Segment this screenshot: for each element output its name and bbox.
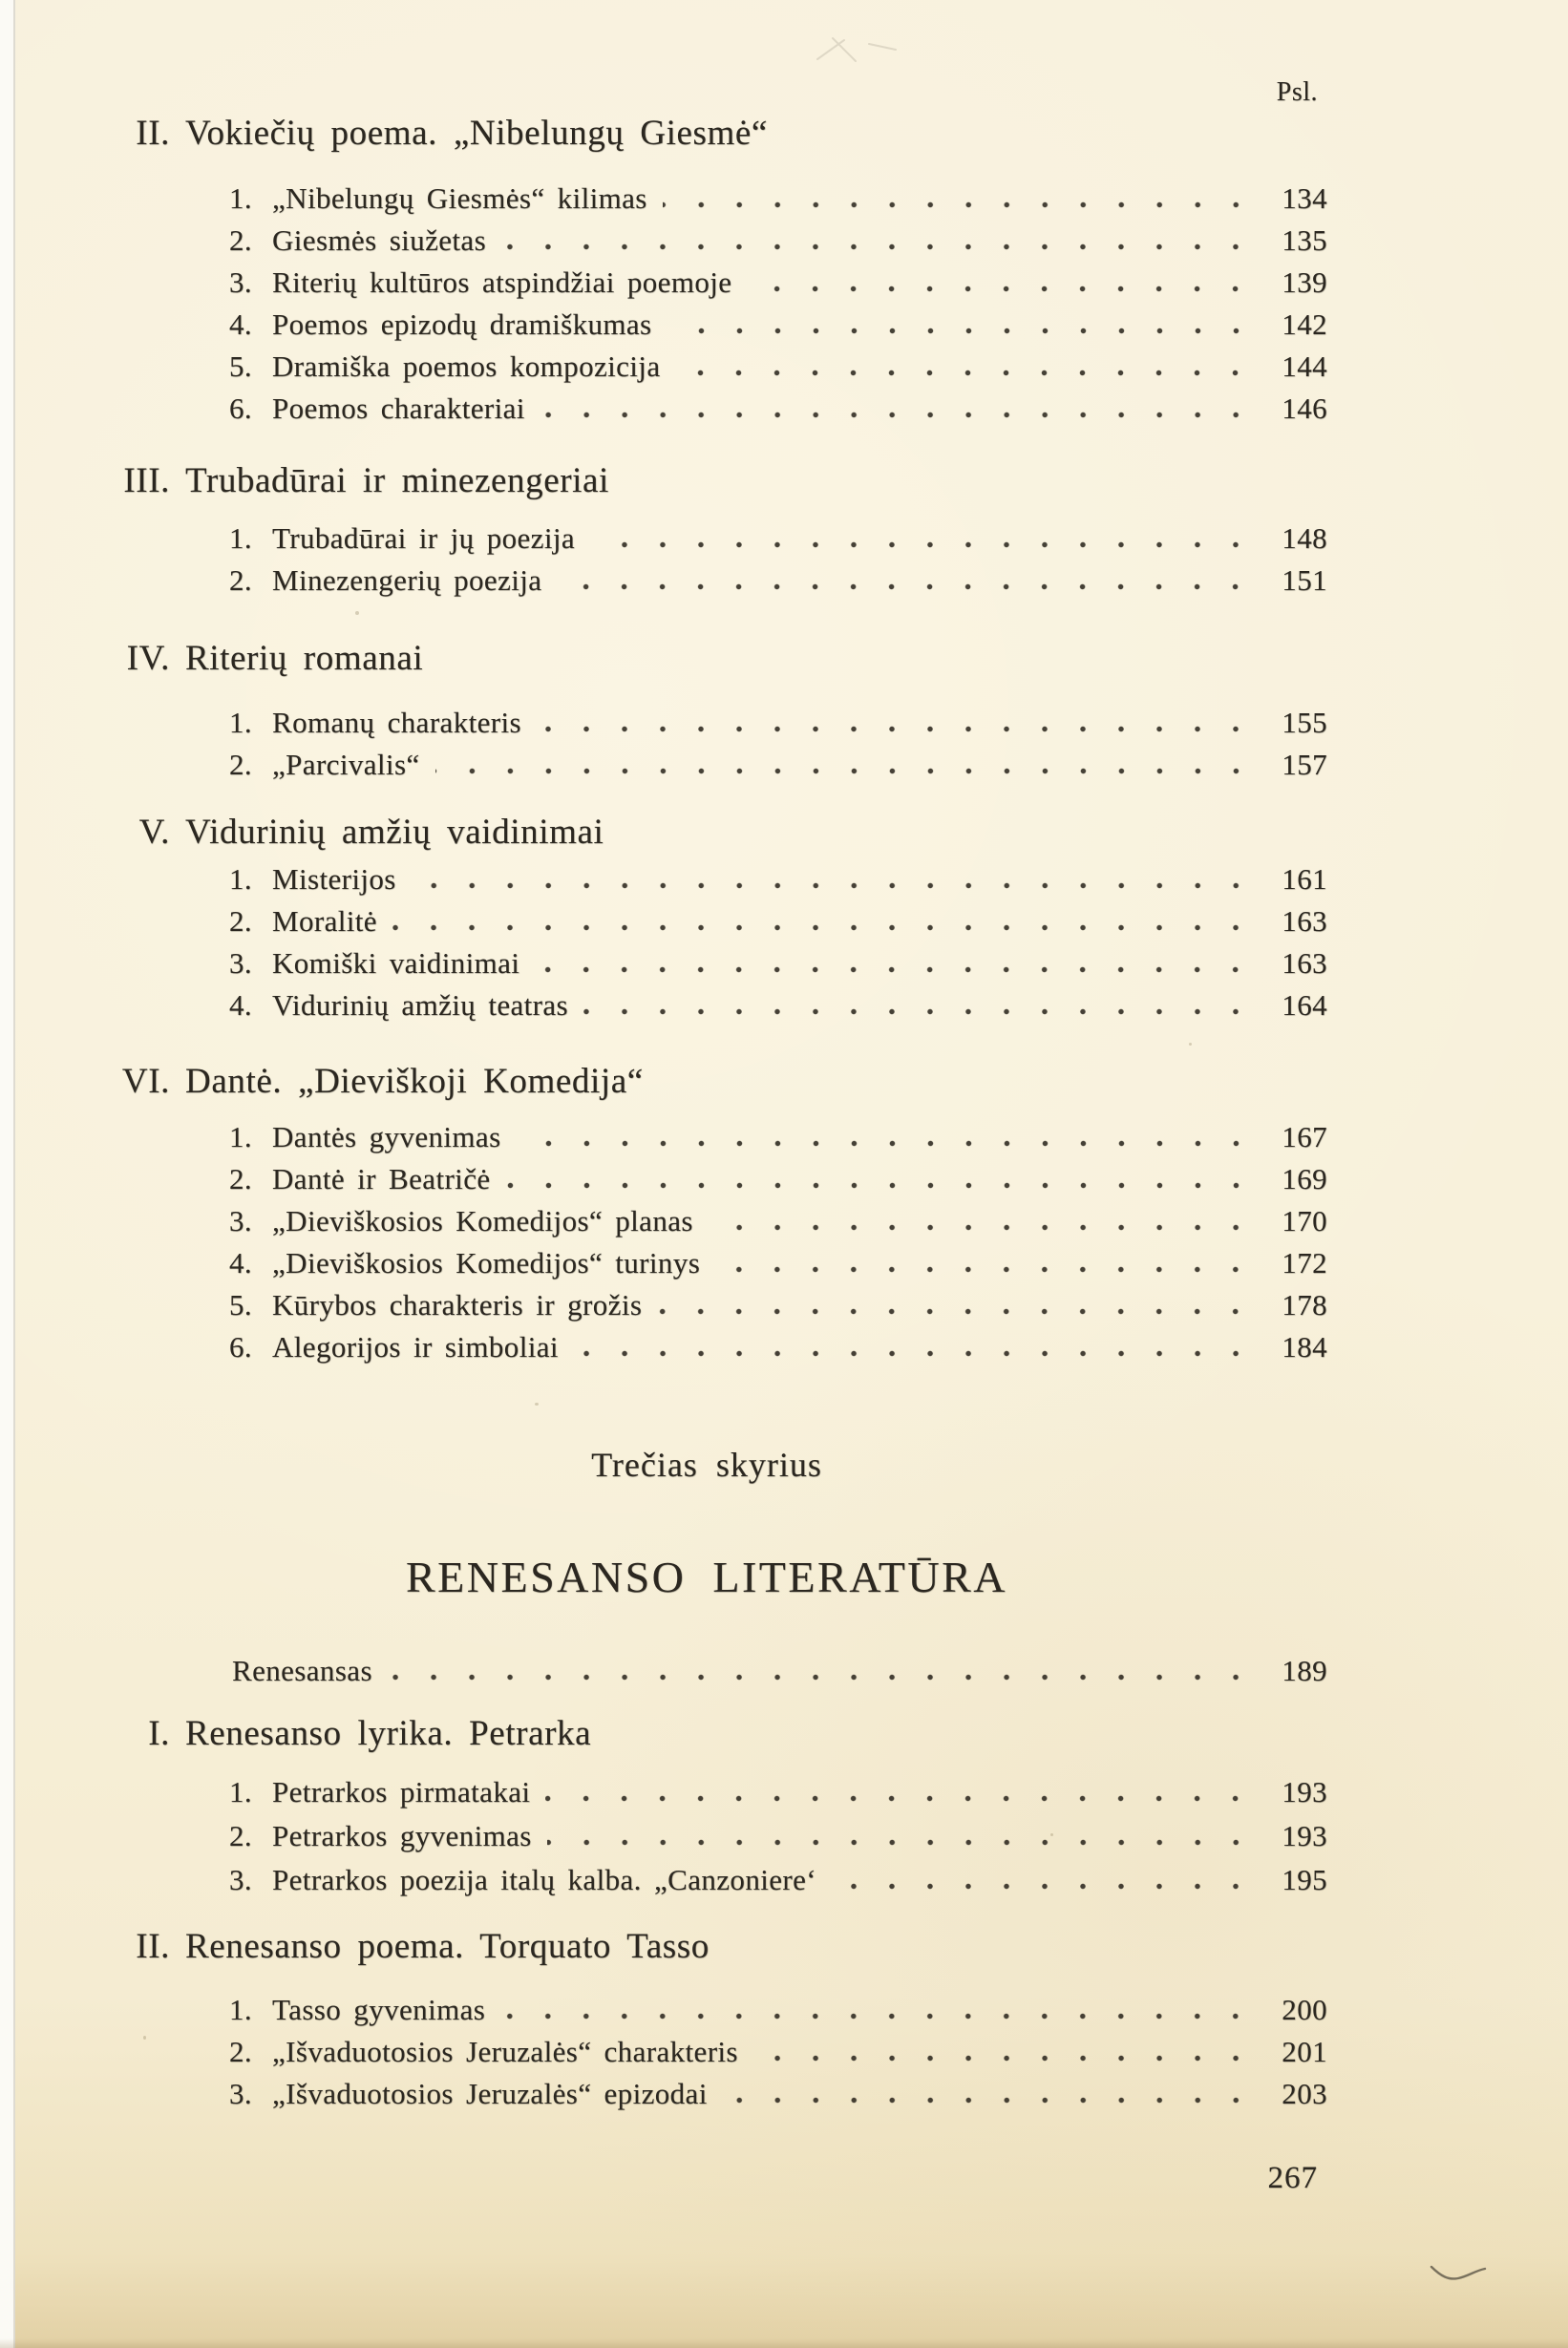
- section-title: Renesanso poema. Torquato Tasso: [185, 1927, 710, 1966]
- item-label: Renesansas: [232, 1654, 372, 1687]
- item-page: 193: [1282, 1819, 1327, 1852]
- item-label: Trubadūrai ir jų poezija: [272, 521, 576, 555]
- item-number: 1.: [229, 862, 253, 896]
- toc-row: [0, 1650, 1327, 1692]
- paper-speck: [1189, 1043, 1192, 1046]
- item-page: 161: [1282, 862, 1327, 896]
- item-label: „Nibelungų Giesmės“ kilimas: [272, 181, 647, 215]
- item-label: Minezengerių poezija: [272, 563, 542, 597]
- dot-leader: [545, 1795, 1255, 1802]
- item-label: Vidurinių amžių teatras: [272, 988, 569, 1022]
- section-heading: [0, 1059, 1327, 1105]
- dot-leader: [547, 1839, 1255, 1846]
- toc-row: [0, 702, 1327, 744]
- item-number: 4.: [229, 307, 253, 341]
- item-label: „Dieviškosios Komedijos“ turinys: [272, 1246, 701, 1280]
- section-title: Trubadūrai ir minezengeriai: [185, 461, 609, 500]
- item-number: 2.: [229, 2035, 253, 2068]
- toc-row: [0, 518, 1327, 560]
- section-numeral: II.: [136, 114, 170, 153]
- item-page: 169: [1282, 1162, 1327, 1195]
- section-title: Dantė. „Dieviškoji Komedija“: [185, 1062, 644, 1101]
- item-page: 134: [1282, 181, 1327, 215]
- item-number: 1.: [229, 1775, 253, 1809]
- section-numeral: II.: [136, 1927, 170, 1966]
- item-label: Dantė ir Beatričė: [272, 1162, 491, 1195]
- item-number: 4.: [229, 1246, 253, 1280]
- dot-leader: [392, 924, 1255, 931]
- item-label: Petrarkos pirmatakai: [272, 1775, 531, 1809]
- item-page: 163: [1282, 904, 1327, 938]
- item-page: 203: [1282, 2077, 1327, 2110]
- toc-row: [0, 1284, 1327, 1326]
- toc-section: [0, 810, 1327, 1026]
- item-label: Romanų charakteris: [272, 706, 521, 739]
- item-label: Misterijos: [272, 862, 396, 896]
- item-label: Petrarkos poezija italų kalba. „Canzoniere‘: [272, 1863, 816, 1896]
- toc-row: [0, 2073, 1327, 2115]
- section-numeral: III.: [123, 461, 170, 500]
- item-page: 157: [1282, 748, 1327, 781]
- item-page: 200: [1282, 1993, 1327, 2026]
- item-number: 2.: [229, 223, 253, 257]
- item-number: 3.: [229, 1204, 253, 1237]
- toc-row: [0, 1858, 1327, 1902]
- toc-row: [0, 220, 1327, 262]
- dot-leader: [747, 286, 1255, 292]
- dot-leader: [540, 412, 1255, 418]
- section-heading: [0, 458, 1327, 504]
- section-numeral: I.: [148, 1714, 170, 1753]
- item-number: 1.: [229, 1120, 253, 1153]
- dot-leader: [535, 966, 1255, 973]
- item-number: 3.: [229, 2077, 253, 2110]
- dot-leader: [667, 328, 1255, 334]
- dot-leader: [663, 201, 1255, 208]
- item-number: 2.: [229, 748, 253, 781]
- item-page: 193: [1282, 1775, 1327, 1809]
- item-page: 195: [1282, 1863, 1327, 1896]
- item-label: Dramiška poemos kompozicija: [272, 349, 661, 383]
- item-label: Poemos charakteriai: [272, 391, 525, 425]
- item-label: Alegorijos ir simboliai: [272, 1330, 559, 1364]
- dot-leader: [753, 2055, 1255, 2062]
- dot-leader: [412, 882, 1255, 889]
- toc-section: [0, 1924, 1327, 2115]
- toc-row: [0, 2031, 1327, 2073]
- item-page: 139: [1282, 265, 1327, 299]
- dot-leader: [537, 726, 1255, 732]
- handwritten-squiggle: [1428, 2255, 1489, 2288]
- dot-leader: [657, 1308, 1255, 1315]
- item-number: 3.: [229, 265, 253, 299]
- item-label: „Dieviškosios Komedijos“ planas: [272, 1204, 693, 1237]
- item-label: Moralitė: [272, 904, 377, 938]
- toc-section: [0, 1059, 1327, 1368]
- toc-row: [0, 262, 1327, 304]
- pencil-mark: [812, 34, 902, 67]
- item-page: 170: [1282, 1204, 1327, 1237]
- toc-row: [0, 1326, 1327, 1368]
- dot-leader: [388, 1674, 1255, 1681]
- item-page: 201: [1282, 2035, 1327, 2068]
- item-number: 6.: [229, 1330, 253, 1364]
- item-page: 148: [1282, 521, 1327, 555]
- item-label: Riterių kultūros atspindžiai poemoje: [272, 265, 732, 299]
- toc-row: [0, 900, 1327, 942]
- toc-intro: [0, 1650, 1327, 1692]
- dot-leader: [506, 1182, 1255, 1189]
- section-title: Vokiečių poema. „Nibelungų Giesmė“: [185, 114, 768, 153]
- toc-row: [0, 388, 1327, 430]
- dot-leader: [500, 2013, 1255, 2020]
- toc-section: [0, 111, 1327, 430]
- item-label: Kūrybos charakteris ir grožis: [272, 1288, 643, 1322]
- dot-leader: [574, 1350, 1255, 1357]
- toc-section: [0, 1711, 1327, 1902]
- item-number: 1.: [229, 521, 253, 555]
- item-number: 2.: [229, 904, 253, 938]
- item-label: „Išvaduotosios Jeruzalės“ charakteris: [272, 2035, 738, 2068]
- paper-speck: [143, 2036, 146, 2040]
- toc-row: [0, 1116, 1327, 1158]
- item-number: 6.: [229, 391, 253, 425]
- item-page: 142: [1282, 307, 1327, 341]
- paper-speck: [1050, 1833, 1053, 1836]
- item-page: 172: [1282, 1246, 1327, 1280]
- item-page: 155: [1282, 706, 1327, 739]
- dot-leader: [723, 2097, 1255, 2104]
- part-title: RENESANSO LITERATŪRA: [405, 1553, 1008, 1601]
- dot-leader: [709, 1224, 1255, 1231]
- item-number: 3.: [229, 1863, 253, 1896]
- item-number: 2.: [229, 1162, 253, 1195]
- section-numeral: IV.: [126, 639, 170, 678]
- item-label: „Išvaduotosios Jeruzalės“ epizodai: [272, 2077, 708, 2110]
- item-number: 4.: [229, 988, 253, 1022]
- scan-bottom-edge: [0, 2338, 1568, 2348]
- item-page: 151: [1282, 563, 1327, 597]
- item-number: 2.: [229, 1819, 253, 1852]
- item-label: Giesmės siužetas: [272, 223, 487, 257]
- toc-row: [0, 304, 1327, 346]
- section-heading: [0, 111, 1327, 157]
- item-page: 135: [1282, 223, 1327, 257]
- toc-section: [0, 636, 1327, 786]
- toc-row: [0, 1158, 1327, 1200]
- toc-row: [0, 1242, 1327, 1284]
- item-page: 189: [1282, 1654, 1327, 1687]
- item-label: Petrarkos gyvenimas: [272, 1819, 532, 1852]
- section-heading: [0, 1924, 1327, 1970]
- dot-leader: [675, 370, 1255, 376]
- section-heading: [0, 810, 1327, 856]
- item-page: 163: [1282, 946, 1327, 980]
- item-label: Dantės gyvenimas: [272, 1120, 501, 1153]
- toc-row: [0, 942, 1327, 984]
- item-number: 5.: [229, 349, 253, 383]
- toc-row: [0, 560, 1327, 602]
- section-heading: [0, 1711, 1327, 1757]
- toc-row: [0, 1770, 1327, 1814]
- section-numeral: V.: [138, 813, 170, 852]
- item-number: 3.: [229, 946, 253, 980]
- item-number: 1.: [229, 1993, 253, 2026]
- dot-leader: [715, 1266, 1255, 1273]
- toc-row: [0, 858, 1327, 900]
- item-page: 146: [1282, 391, 1327, 425]
- section-heading: [0, 636, 1327, 682]
- item-page: 178: [1282, 1288, 1327, 1322]
- item-page: 167: [1282, 1120, 1327, 1153]
- part-kicker: Trečias skyrius: [591, 1446, 822, 1484]
- toc-row: [0, 984, 1327, 1026]
- item-label: Tasso gyvenimas: [272, 1993, 486, 2026]
- dot-leader: [590, 541, 1255, 548]
- item-number: 1.: [229, 181, 253, 215]
- dot-leader: [501, 243, 1255, 250]
- item-page: 144: [1282, 349, 1327, 383]
- item-page: 184: [1282, 1330, 1327, 1364]
- paper-speck: [535, 1403, 539, 1406]
- toc-row: [0, 178, 1327, 220]
- dot-leader: [517, 1140, 1255, 1147]
- toc-row: [0, 1989, 1327, 2031]
- paper-speck: [355, 611, 359, 615]
- toc-row: [0, 346, 1327, 388]
- dot-leader: [583, 1008, 1255, 1015]
- section-title: Vidurinių amžių vaidinimai: [185, 813, 604, 852]
- toc-section: [0, 458, 1327, 602]
- item-number: 2.: [229, 563, 253, 597]
- page-column-label: Psl.: [1276, 77, 1318, 107]
- toc-row: [0, 1814, 1327, 1858]
- dot-leader: [832, 1883, 1255, 1890]
- item-label: Komiški vaidinimai: [272, 946, 520, 980]
- toc-row: [0, 744, 1327, 786]
- item-number: 5.: [229, 1288, 253, 1322]
- item-label: Poemos epizodų dramiškumas: [272, 307, 652, 341]
- dot-leader: [557, 583, 1255, 590]
- toc-row: [0, 1200, 1327, 1242]
- section-numeral: VI.: [121, 1062, 170, 1101]
- folio-page-number: 267: [1267, 2161, 1318, 2195]
- section-title: Renesanso lyrika. Petrarka: [185, 1714, 592, 1753]
- section-title: Riterių romanai: [185, 639, 424, 678]
- dot-leader: [435, 768, 1255, 774]
- item-number: 1.: [229, 706, 253, 739]
- item-page: 164: [1282, 988, 1327, 1022]
- item-label: „Parcivalis“: [272, 748, 420, 781]
